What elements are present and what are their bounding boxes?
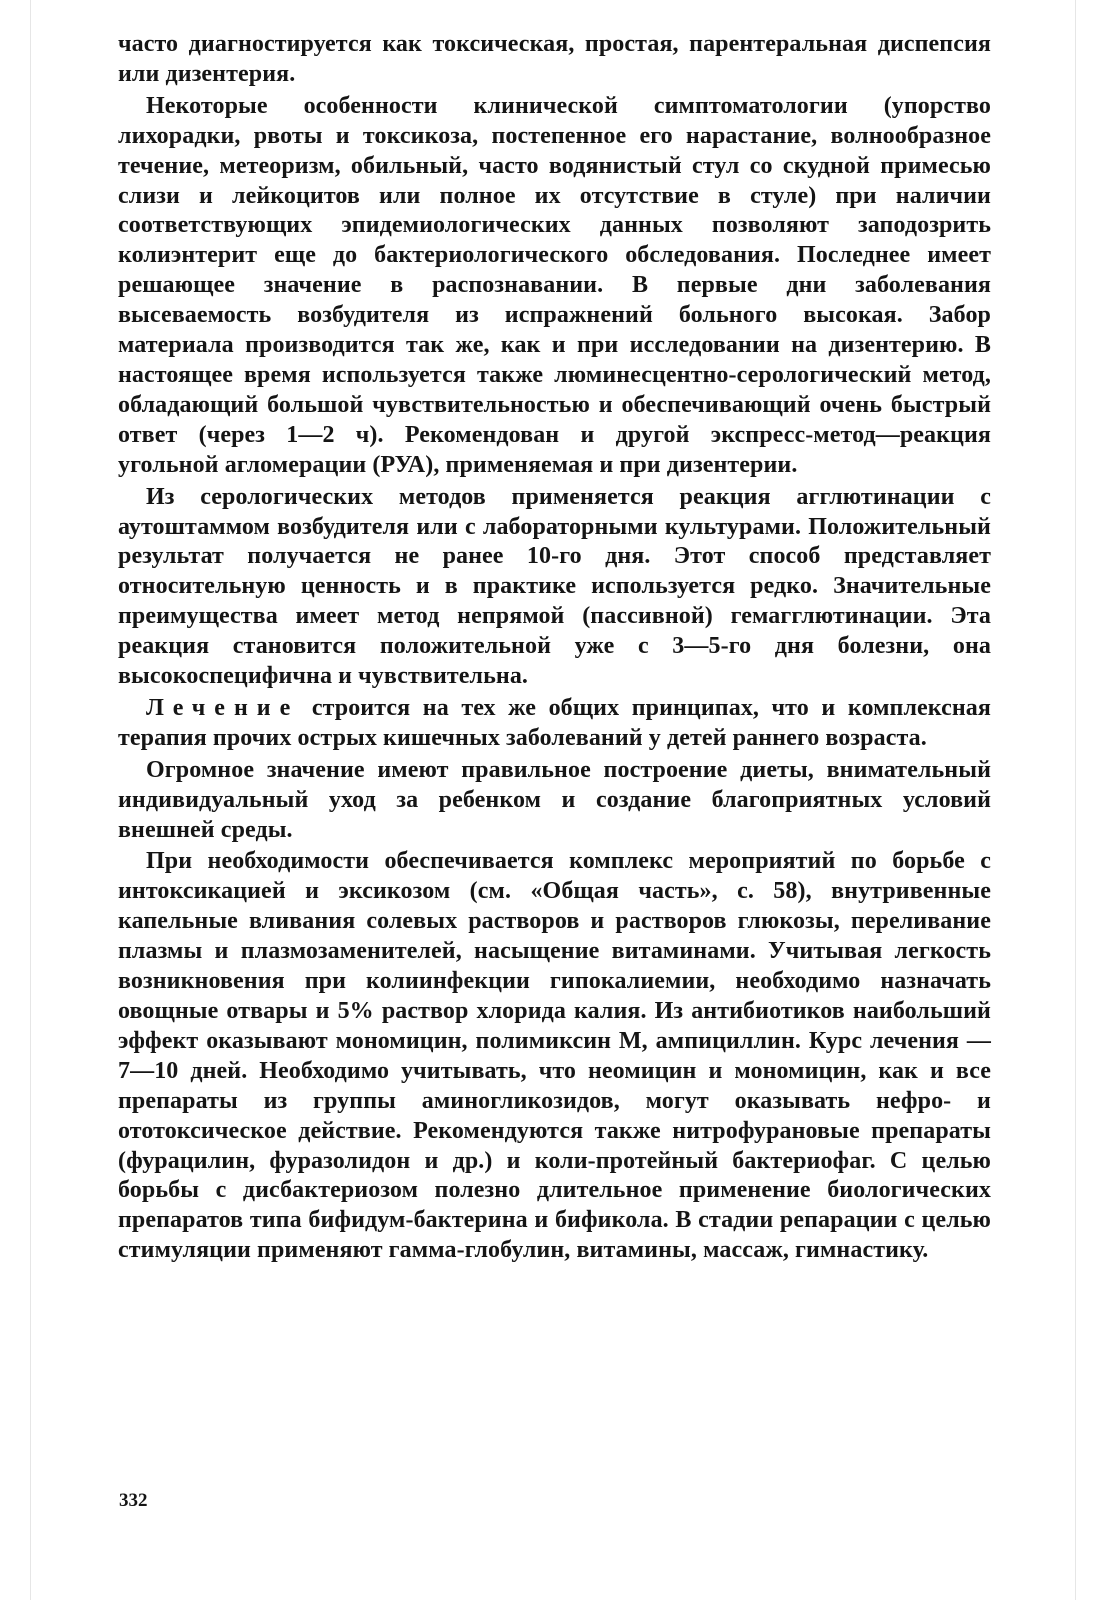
page-right-edge bbox=[1075, 0, 1076, 1600]
treatment-heading: Лечение bbox=[146, 694, 300, 721]
paragraph-serological-methods: Из серологических методов применяется реакция агглютинации с аутоштаммом возбудителя или с лабораторными культурами. Положительный результат получается не ранее 10-го дня. Этот способ представляет относительную ценность и в практике используется редко. Значительные преимущества имеет метод непрямой (пассивной) гемагглютинации. Эта реакция становится положительной уже с 3—5-го дня болезни, она высокоспецифична и чувствительна. bbox=[118, 483, 991, 690]
treatment-text: строится на тех же общих принципах, что и комплексная терапия прочих острых кишечных заболеваний у детей раннего возраста. bbox=[118, 694, 991, 751]
paragraph-treatment bbox=[118, 694, 991, 754]
paragraph-diet-and-care: Огромное значение имеют правильное построение диеты, внимательный индивидуальный уход за ребенком и создание благоприятных условий внешней среды. bbox=[118, 756, 991, 843]
paragraph-therapy-measures: При необходимости обеспечивается комплекс мероприятий по борьбе с интоксикацией и эксикозом (см. «Общая часть», с. 58), внутривенные капельные вливания солевых растворов и растворов глюкозы, переливание плазмы и плазмозаменителей, насыщение витаминами. Учитывая легкость возникновения при колиинфекции гипокалиемии, необходимо назначать овощные отвары и 5% раствор хлорида калия. Из антибиотиков наибольший эффект оказывают мономицин, полимиксин М, ампициллин. Курс лечения — 7—10 дней. Необходимо учитывать, что неомицин и мономицин, как и все препараты из группы аминогликозидов, могут оказывать нефро- и ототоксическое действие. Рекомендуются также нитрофурановые препараты (фурацилин, фуразолидон и др.) и коли-протейный бактериофаг. С целью борьбы с дисбактериозом полезно длительное применение биологических препаратов типа бифидум-бактерина и бификола. В стадии репарации с целью стимуляции применяют гамма-глобулин, витамины, массаж, гимнастику. bbox=[118, 848, 991, 1264]
paragraph-diagnosis-continuation: часто диагностируется как токсическая, простая, парентеральная диспепсия или дизентерия. bbox=[118, 31, 991, 87]
page-left-edge bbox=[30, 0, 31, 1600]
page-number: 332 bbox=[119, 1490, 148, 1511]
body-text bbox=[118, 30, 991, 1266]
paragraph-clinical-symptoms: Некоторые особенности клинической симптоматологии (упорство лихорадки, рвоты и токсикоза, постепенное его нарастание, волнообразное течение, метеоризм, обильный, часто водянистый стул со скудной примесью слизи и лейкоцитов или полное их отсутствие в стуле) при наличии соответствующих эпидемиологических данных позволяют заподозрить колиэнтерит еще до бактериологического обследования. Последнее имеет решающее значение в распознавании. В первые дни заболевания высеваемость возбудителя из испражнений больного высокая. Забор материала производится так же, как и при исследовании на дизентерию. В настоящее время используется также люминесцентно-серологический метод, обладающий большой чувствительностью и обеспечивающий очень быстрый ответ (через 1—2 ч). Рекомендован и другой экспресс-метод—реакция угольной агломерации (РУА), применяемая и при дизентерии. bbox=[118, 92, 991, 478]
